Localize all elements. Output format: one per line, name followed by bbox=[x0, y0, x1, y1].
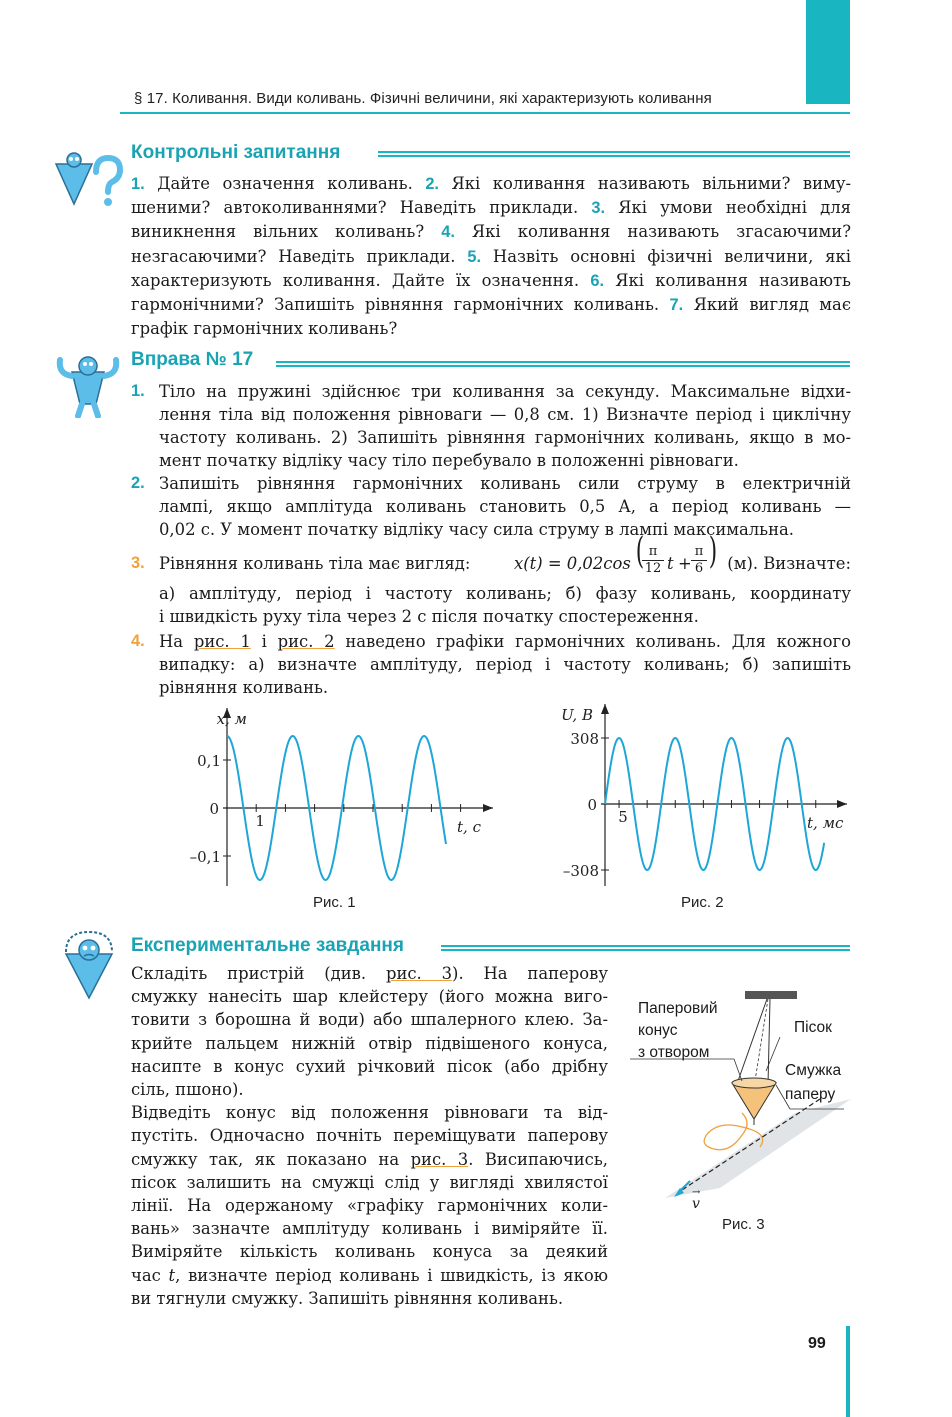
text-line: випадку: а) визначте амплітуду, період і частоту коливань; б) запишіть bbox=[159, 655, 851, 674]
text: На bbox=[159, 632, 194, 651]
item-lines bbox=[159, 380, 851, 472]
worried-mascot-icon bbox=[54, 928, 124, 1002]
page-number-bar bbox=[846, 1326, 850, 1417]
formula-lhs: x(t) = 0,02cos bbox=[514, 554, 631, 573]
y-axis-label: x, м bbox=[216, 710, 247, 728]
text-line: частоту коливань. 2) Запишіть рівняння гармонічних коливань, якщо в мо- bbox=[159, 428, 851, 447]
question-number: 1. bbox=[131, 175, 145, 193]
formula-t: t bbox=[667, 554, 674, 573]
text: вань» зазначте амплітуду коливань і виміряйте її. bbox=[131, 1219, 608, 1239]
item-number: 2. bbox=[131, 474, 145, 492]
experiment-line bbox=[131, 1008, 608, 1031]
text: смужку нанесіть шар клейстеру (його можна виго- bbox=[131, 987, 608, 1007]
origin-label: 0 bbox=[587, 796, 597, 814]
exercise-item-2 bbox=[131, 472, 851, 541]
exercise-item-1 bbox=[131, 380, 851, 472]
running-head: § 17. Коливання. Види коливань. Фізичні величини, які характеризують коливання bbox=[134, 90, 712, 107]
question-line bbox=[131, 317, 851, 340]
text-line: лення тіла від положення рівноваги — 0,8 см. 1) Визначте період і циклічну bbox=[159, 405, 851, 424]
experiment-line bbox=[131, 962, 608, 985]
experiment-line bbox=[131, 1055, 608, 1078]
figure-ref-3[interactable]: рис. 3 bbox=[385, 964, 453, 983]
thinking-mascot-icon bbox=[50, 150, 126, 212]
text-line: Запишіть рівняння гармонічних коливань сили струму в електричній bbox=[159, 474, 851, 493]
x-tick-label: 5 bbox=[618, 808, 628, 826]
section-rule bbox=[441, 945, 850, 951]
item-number: 3. bbox=[131, 554, 145, 572]
experiment-line bbox=[131, 1032, 608, 1055]
figure-3-label-strip bbox=[785, 1059, 841, 1107]
figure-3-caption: Рис. 3 bbox=[722, 1216, 765, 1233]
text: ви тягнули смужку. Запишіть рівняння коливань. bbox=[131, 1288, 564, 1308]
label-line: паперу bbox=[785, 1086, 836, 1103]
text: сіль, пшоно). bbox=[131, 1080, 244, 1100]
y-tick-label: –0,1 bbox=[189, 848, 221, 866]
fraction-1-num: π bbox=[642, 544, 664, 561]
question-line bbox=[131, 293, 851, 317]
experiment-line bbox=[131, 1287, 608, 1310]
figure-ref-3[interactable]: рис. 3 bbox=[410, 1149, 469, 1169]
exercise-item-3 bbox=[131, 531, 851, 628]
experiment-line bbox=[131, 1171, 608, 1194]
item-first-line bbox=[159, 630, 851, 653]
x-axis-arrow bbox=[483, 804, 493, 812]
formula-unit: (м). Визначте: bbox=[727, 554, 851, 573]
text: пустіть. Одночасно почніть переміщувати паперову bbox=[131, 1126, 608, 1146]
item-formula-line bbox=[159, 531, 851, 582]
experiment-line bbox=[131, 1101, 608, 1124]
figure-3-label-cone bbox=[638, 998, 718, 1064]
y-tick-label: –308 bbox=[562, 862, 599, 881]
text: ). На паперову bbox=[452, 964, 608, 983]
experiment-line bbox=[131, 985, 608, 1008]
question-text: шеними? автоколиваннями? Наведіть приклади. bbox=[131, 198, 592, 218]
chapter-tab bbox=[806, 0, 850, 104]
text: і bbox=[250, 632, 278, 651]
question-text: Які коливання називають згасаючими? bbox=[454, 222, 852, 242]
question-line bbox=[131, 220, 851, 244]
velocity-label: v bbox=[692, 1196, 700, 1212]
question-text: характеризують коливання. Дайте їх означення. bbox=[131, 270, 591, 290]
item-number: 4. bbox=[131, 632, 145, 650]
question-text: виникнення вільних коливань? bbox=[131, 222, 442, 242]
text-line: Тіло на пружині здійснює три коливання за секунду. Максимальне відхи- bbox=[159, 382, 851, 401]
experiment-title: Експериментальне завдання bbox=[131, 935, 404, 956]
control-questions-title: Контрольні запитання bbox=[131, 142, 341, 163]
text: наведено графіки гармонічних коливань. Для кожного bbox=[334, 632, 852, 651]
y-axis-label: U, В bbox=[561, 706, 593, 724]
question-text: Назвіть основні фізичні величини, які bbox=[481, 246, 851, 266]
formula bbox=[514, 552, 631, 575]
fraction-2-num: π bbox=[691, 544, 707, 561]
exercise-title: Вправа № 17 bbox=[131, 349, 254, 370]
text: Складіть пристрій (див. bbox=[131, 964, 386, 983]
text: , визначте період коливань і швидкість, із якою bbox=[175, 1265, 609, 1285]
text-line: рівняння коливань. bbox=[159, 678, 329, 697]
fraction-2-den: 6 bbox=[694, 561, 704, 576]
experiment-line bbox=[131, 1124, 608, 1147]
question-line bbox=[131, 196, 851, 220]
text: товити з борошна й води) або шпалерного клею. За- bbox=[131, 1010, 608, 1030]
text-line: 0,02 с. У момент початку відліку часу сила струму в лампі максимальна. bbox=[159, 520, 795, 539]
question-line bbox=[131, 172, 851, 196]
label-line: Смужка bbox=[785, 1062, 842, 1079]
experiment-line bbox=[131, 1194, 608, 1217]
question-text: незгасаючими? Наведіть приклади. bbox=[131, 246, 468, 266]
x-axis-arrow bbox=[837, 800, 847, 808]
question-number: 2. bbox=[425, 175, 439, 193]
figure-ref-1[interactable]: рис. 1 bbox=[193, 632, 251, 651]
item-lines bbox=[159, 653, 851, 699]
text: крийте пальцем нижній отвір підвішеного конуса, bbox=[131, 1033, 608, 1053]
x-axis-label: t, с bbox=[457, 818, 481, 836]
text: пісок залишить на смужці слід у вигляді хвилястої bbox=[131, 1172, 608, 1192]
experiment-line bbox=[131, 1264, 608, 1287]
figure-2-chart bbox=[545, 700, 855, 890]
header-rule bbox=[120, 112, 850, 114]
figure-2-caption: Рис. 2 bbox=[681, 894, 724, 911]
experiment-line bbox=[131, 1148, 608, 1171]
item-number: 1. bbox=[131, 382, 145, 400]
origin-label: 0 bbox=[209, 800, 219, 818]
fraction-1 bbox=[642, 544, 664, 577]
suspension-bar bbox=[745, 991, 797, 999]
figure-3-label-sand: Пісок bbox=[794, 1019, 832, 1036]
text-line: і швидкість руху тіла через 2 с після початку спостереження. bbox=[159, 607, 699, 626]
exercise-item-4 bbox=[131, 630, 851, 699]
text: час bbox=[131, 1265, 169, 1285]
experiment-text bbox=[131, 962, 608, 1310]
question-number: 3. bbox=[591, 199, 606, 218]
strongman-mascot-icon bbox=[52, 352, 124, 418]
question-line bbox=[131, 245, 851, 269]
text: насипте в конус сухий річковий пісок (або дрібну bbox=[131, 1056, 608, 1076]
text: смужку так, як показано на bbox=[131, 1149, 411, 1169]
page-number: 99 bbox=[808, 1335, 826, 1352]
question-text: Який вигляд має bbox=[683, 295, 852, 315]
question-number: 6. bbox=[590, 271, 605, 290]
question-text: графік гармонічних коливань? bbox=[131, 319, 398, 339]
fraction-2 bbox=[691, 544, 707, 577]
experiment-line bbox=[131, 1078, 608, 1101]
figure-ref-2[interactable]: рис. 2 bbox=[277, 632, 335, 651]
y-axis-arrow bbox=[601, 704, 609, 714]
text: Виміряйте кількість коливань конуса за деякий bbox=[131, 1242, 608, 1262]
label-line: Паперовий bbox=[638, 1000, 718, 1017]
fraction-1-den: 12 bbox=[644, 561, 662, 576]
question-number: 7. bbox=[669, 296, 684, 315]
label-line: конус bbox=[638, 1022, 678, 1039]
variable-t: t bbox=[168, 1265, 176, 1285]
item-intro: Рівняння коливань тіла має вигляд: bbox=[159, 554, 471, 573]
figure-1-chart bbox=[175, 700, 505, 890]
question-text: Дайте означення коливань. bbox=[144, 174, 426, 193]
experiment-line bbox=[131, 1240, 608, 1263]
text-line: мент початку відліку часу тіло перебувало в положенні рівноваги. bbox=[159, 451, 739, 470]
question-text: гармонічними? Запишіть рівняння гармонічних коливань. bbox=[131, 295, 670, 315]
control-questions-text bbox=[131, 172, 851, 340]
item-lines bbox=[159, 582, 851, 628]
figure-1-caption: Рис. 1 bbox=[313, 894, 356, 911]
text: . Висипаючись, bbox=[468, 1149, 608, 1169]
x-axis-label: t, мс bbox=[807, 814, 844, 832]
label-line: з отвором bbox=[638, 1044, 710, 1061]
text-line: а) амплітуду, період і частоту коливань; б) фазу коливань, координату bbox=[159, 584, 851, 603]
text-line: лампі, якщо амплітуда коливань становить 0,5 А, а період коливань — bbox=[159, 497, 851, 516]
vector-arrow: → bbox=[692, 1187, 701, 1198]
experiment-line bbox=[131, 1217, 608, 1240]
text: Відведіть конус від положення рівноваги та від- bbox=[131, 1103, 608, 1123]
question-number: 4. bbox=[441, 223, 455, 242]
y-tick-label: 308 bbox=[570, 729, 599, 748]
figure-3-label-v bbox=[692, 1187, 701, 1212]
section-rule bbox=[276, 361, 850, 367]
item-lines bbox=[159, 472, 851, 541]
section-rule bbox=[378, 151, 850, 157]
formula-plus: + bbox=[678, 554, 692, 573]
question-number: 5. bbox=[467, 247, 482, 266]
text: лінії. На одержаному «графіку гармонічних коли- bbox=[131, 1196, 608, 1216]
question-line bbox=[131, 269, 851, 293]
question-text: Які коливання називають вільними? виму- bbox=[438, 174, 851, 193]
formula-paren-left: ( bbox=[635, 531, 645, 572]
y-tick-label: 0,1 bbox=[197, 752, 221, 770]
x-tick-label: 1 bbox=[255, 812, 265, 830]
question-text: Які умови необхідні для bbox=[605, 198, 851, 218]
question-text: Які коливання називають bbox=[604, 270, 851, 290]
formula-paren-right: ) bbox=[708, 531, 718, 572]
